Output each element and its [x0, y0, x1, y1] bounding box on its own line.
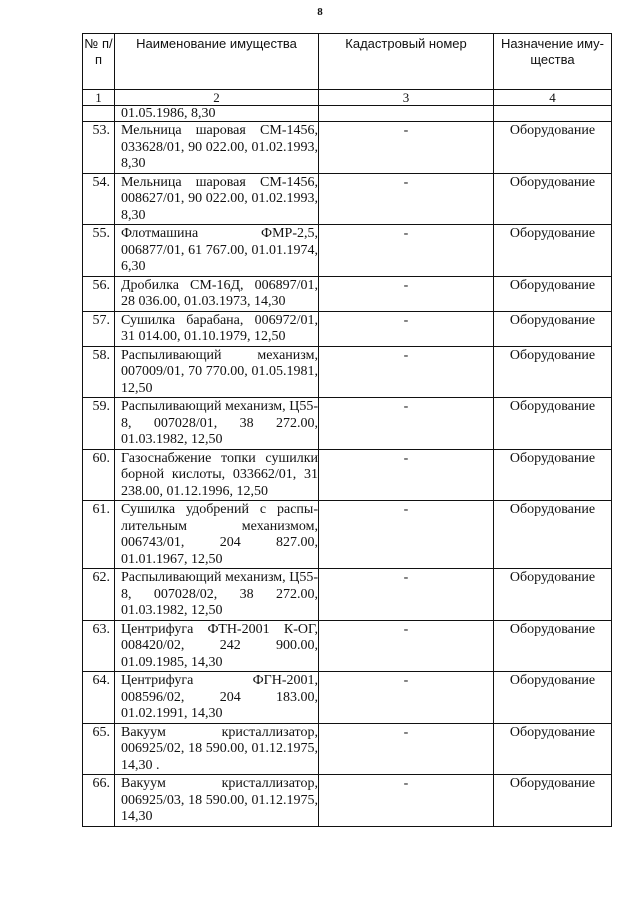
continuation-cadastral-cell [319, 106, 494, 122]
property-purpose: Оборудование [494, 122, 612, 174]
cadastral-number: - [319, 775, 494, 827]
property-name: Вакуум кристаллизатор, 006925/02, 18 590.00, 01.12.1975, 14,30 . [115, 723, 319, 775]
property-purpose: Оборудование [494, 311, 612, 346]
row-number: 57. [83, 311, 115, 346]
row-number: 58. [83, 346, 115, 398]
column-index: 3 [319, 90, 494, 106]
cadastral-number: - [319, 122, 494, 174]
cadastral-number: - [319, 449, 494, 501]
property-purpose: Оборудование [494, 569, 612, 621]
cadastral-number: - [319, 398, 494, 450]
table-row [83, 276, 612, 311]
property-purpose: Оборудование [494, 449, 612, 501]
table-row [83, 398, 612, 450]
cadastral-number: - [319, 225, 494, 277]
row-number: 56. [83, 276, 115, 311]
table-row [83, 449, 612, 501]
property-purpose: Оборудование [494, 672, 612, 724]
cadastral-number: - [319, 620, 494, 672]
property-purpose: Оборудование [494, 346, 612, 398]
property-table [82, 33, 612, 827]
header-name: Наименование имущества [115, 34, 319, 90]
table-row [83, 346, 612, 398]
property-purpose: Оборудование [494, 620, 612, 672]
row-number: 54. [83, 173, 115, 225]
row-number: 61. [83, 501, 115, 569]
header-purpose: Назначение иму-щества [494, 34, 612, 90]
property-purpose: Оборудование [494, 398, 612, 450]
property-purpose: Оборудование [494, 173, 612, 225]
property-name: Газоснабжение топки сушилки борной кислоты, 033662/01, 31 238.00, 01.12.1996, 12,50 [115, 449, 319, 501]
page-number: 8 [317, 6, 323, 18]
row-number: 62. [83, 569, 115, 621]
table-row [83, 501, 612, 569]
property-name: Вакуум кристаллизатор, 006925/03, 18 590.00, 01.12.1975, 14,30 [115, 775, 319, 827]
table-row [83, 122, 612, 174]
property-name: Сушилка удобрений с распы-лительным механизмом, 006743/01, 204 827.00, 01.01.1967, 12,50 [115, 501, 319, 569]
property-purpose: Оборудование [494, 775, 612, 827]
cadastral-number: - [319, 569, 494, 621]
row-number: 64. [83, 672, 115, 724]
property-purpose: Оборудование [494, 501, 612, 569]
cadastral-number: - [319, 672, 494, 724]
property-name: Центрифуга ФТН-2001 К-ОГ, 008420/02, 242 900.00, 01.09.1985, 14,30 [115, 620, 319, 672]
column-index-row [83, 90, 612, 106]
table-row [83, 173, 612, 225]
cadastral-number: - [319, 723, 494, 775]
column-index: 4 [494, 90, 612, 106]
table-row [83, 569, 612, 621]
row-number: 66. [83, 775, 115, 827]
property-name: Мельница шаровая СМ-1456, 033628/01, 90 022.00, 01.02.1993, 8,30 [115, 122, 319, 174]
table-row [83, 620, 612, 672]
property-purpose: Оборудование [494, 723, 612, 775]
row-number: 60. [83, 449, 115, 501]
continuation-row [83, 106, 612, 122]
row-number: 59. [83, 398, 115, 450]
column-index: 2 [115, 90, 319, 106]
cadastral-number: - [319, 346, 494, 398]
header-num: № п/п [83, 34, 115, 90]
cadastral-number: - [319, 276, 494, 311]
property-name: Распыливающий механизм, Ц55-8, 007028/01, 38 272.00, 01.03.1982, 12,50 [115, 398, 319, 450]
continuation-text: 01.05.1986, 8,30 [115, 106, 319, 122]
property-name: Сушилка барабана, 006972/01, 31 014.00, 01.10.1979, 12,50 [115, 311, 319, 346]
property-name: Распыливающий механизм, Ц55-8, 007028/02, 38 272.00, 01.03.1982, 12,50 [115, 569, 319, 621]
property-name: Центрифуга ФГН-2001, 008596/02, 204 183.00, 01.02.1991, 14,30 [115, 672, 319, 724]
row-number: 53. [83, 122, 115, 174]
table-row [83, 723, 612, 775]
property-name: Флотмашина ФМР-2,5, 006877/01, 61 767.00, 01.01.1974, 6,30 [115, 225, 319, 277]
row-number: 65. [83, 723, 115, 775]
table-row [83, 311, 612, 346]
cadastral-number: - [319, 311, 494, 346]
table-header-row [83, 34, 612, 90]
header-cadastral: Кадастровый номер [319, 34, 494, 90]
property-purpose: Оборудование [494, 225, 612, 277]
property-name: Мельница шаровая СМ-1456, 008627/01, 90 022.00, 01.02.1993, 8,30 [115, 173, 319, 225]
continuation-purpose-cell [494, 106, 612, 122]
table-row [83, 775, 612, 827]
property-name: Распыливающий механизм, 007009/01, 70 770.00, 01.05.1981, 12,50 [115, 346, 319, 398]
property-name: Дробилка СМ-16Д, 006897/01, 28 036.00, 01.03.1973, 14,30 [115, 276, 319, 311]
cadastral-number: - [319, 173, 494, 225]
property-purpose: Оборудование [494, 276, 612, 311]
row-number: 55. [83, 225, 115, 277]
continuation-num-cell [83, 106, 115, 122]
column-index: 1 [83, 90, 115, 106]
table-row [83, 672, 612, 724]
row-number: 63. [83, 620, 115, 672]
table-row [83, 225, 612, 277]
cadastral-number: - [319, 501, 494, 569]
